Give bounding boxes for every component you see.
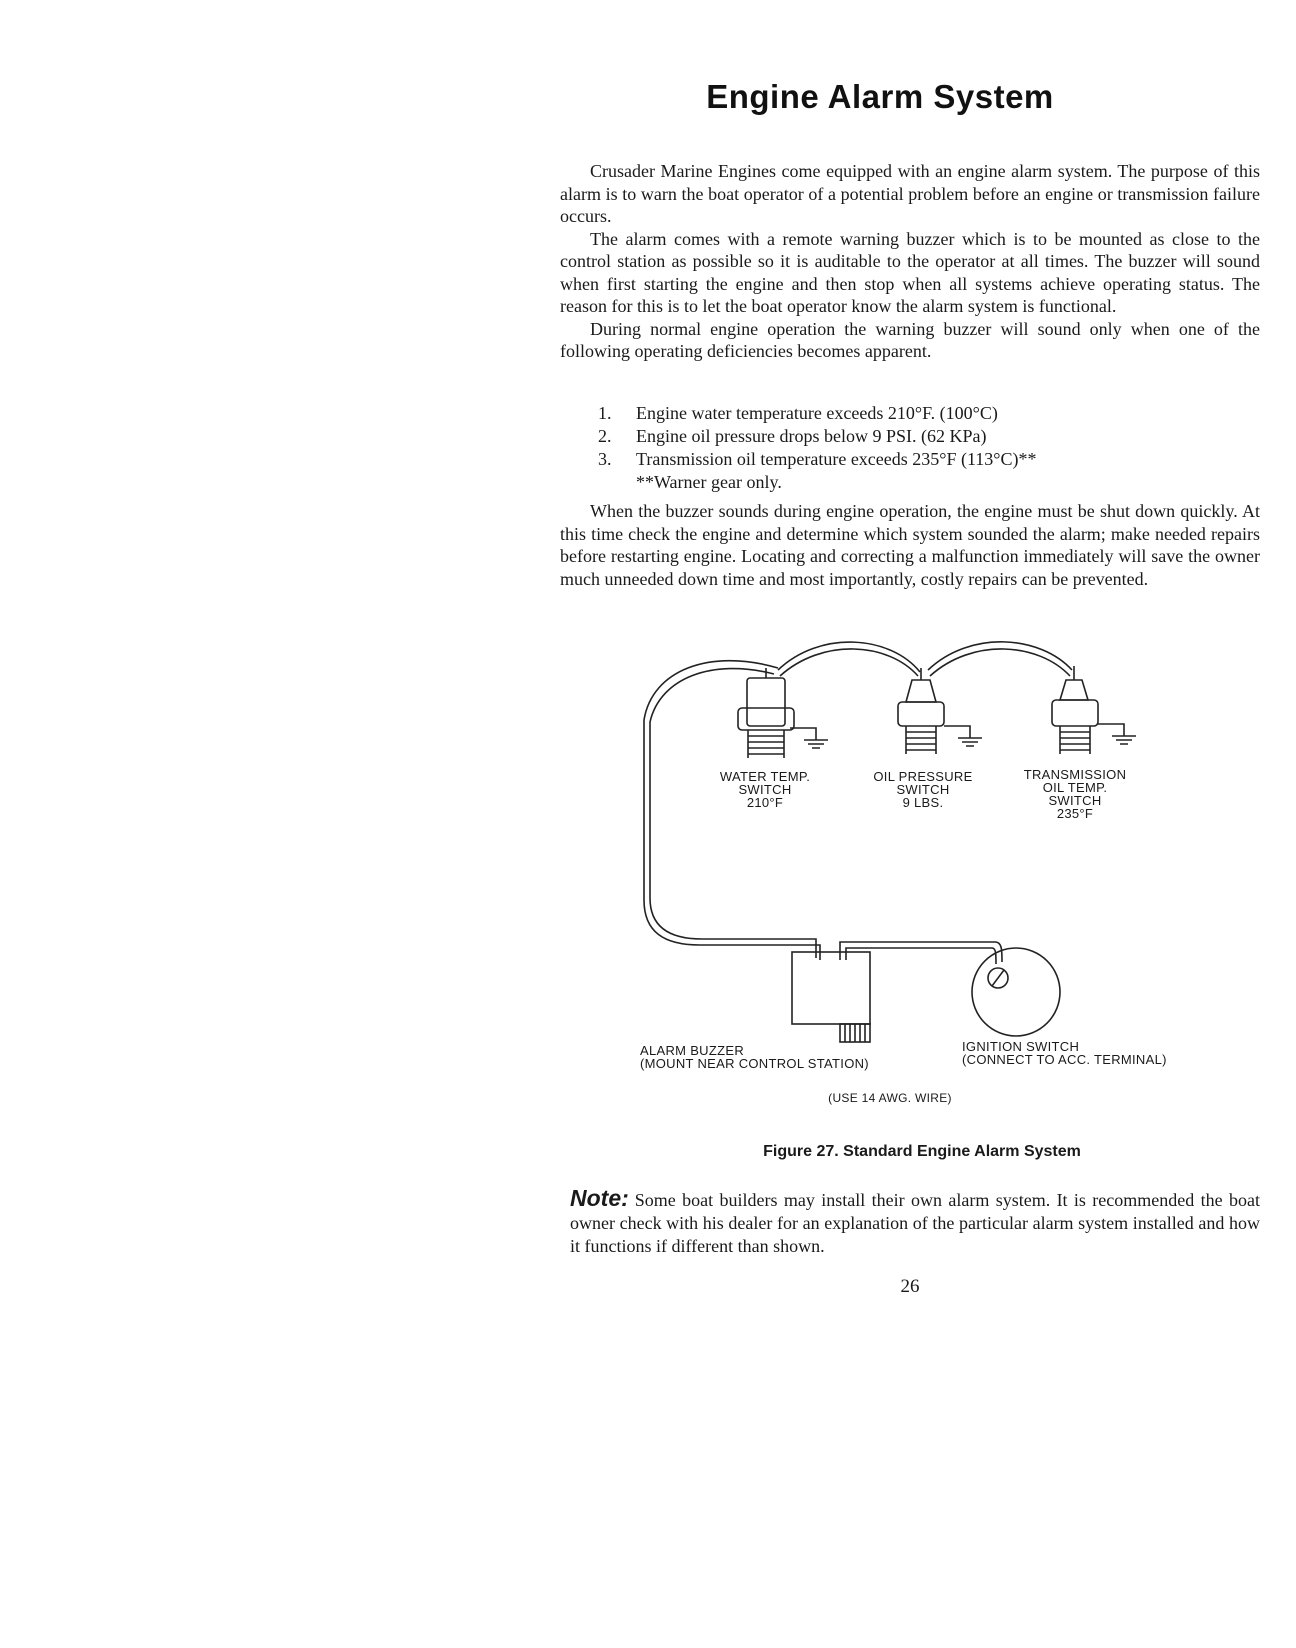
wire-gauge-note: (USE 14 AWG. WIRE) <box>828 1091 952 1105</box>
list-text: Engine water temperature exceeds 210°F. (100°C) <box>636 403 998 423</box>
figure-caption: Figure 27. Standard Engine Alarm System <box>763 1143 1081 1160</box>
water-temp-label: WATER TEMP. SWITCH 210°F <box>719 769 811 810</box>
paragraph-2: The alarm comes with a remote warning buzzer which is to be mounted as close to the control station as possible so it is auditable to the operator at all times. The buzzer will sound when first starting the engine and then stop when all systems achieve operating status. The reason for this is to let the boat operator know the alarm system is functional. <box>560 228 1260 316</box>
alarm-wiring-diagram <box>640 640 1200 1140</box>
page-number: 26 <box>900 1276 920 1297</box>
oil-pressure-label: OIL PRESSURE SWITCH 9 LBS. <box>873 769 973 810</box>
note-label: Note: <box>570 1185 629 1211</box>
deficiency-list <box>598 402 1218 494</box>
list-number: 1. <box>598 403 612 423</box>
list-text: Engine oil pressure drops below 9 PSI. (62 KPa) <box>636 426 987 446</box>
note-text: Some boat builders may install their own alarm system. It is recommended the boat owner check with his dealer for an explanation of the particular alarm system installed and how it functions if different than shown. <box>570 1190 1260 1256</box>
transmission-label: TRANSMISSION OIL TEMP. SWITCH 235°F <box>1023 767 1127 821</box>
ignition-switch-icon <box>972 948 1060 1036</box>
oil-pressure-switch-icon <box>898 668 982 754</box>
page-title: Engine Alarm System <box>706 78 1054 115</box>
wire-arc-1 <box>778 642 920 672</box>
wire-arc-2 <box>928 642 1072 670</box>
note-block <box>570 1187 1260 1258</box>
list-footnote: **Warner gear only. <box>636 472 782 492</box>
paragraph-4: When the buzzer sounds during engine operation, the engine must be shut down quickly. At this time check the engine and determine which system sounded the alarm; make needed repairs before restarting engine. Locating and correcting a malfunction immediately will save the owner much unneeded down time and most importantly, costly repairs can be prevented. <box>560 501 1260 589</box>
list-number: 2. <box>598 426 612 446</box>
alarm-buzzer-label: ALARM BUZZER (MOUNT NEAR CONTROL STATION) <box>640 1043 869 1071</box>
main-wire-inner <box>650 669 816 958</box>
main-wire <box>644 661 820 960</box>
list-number: 3. <box>598 449 612 469</box>
ignition-switch-label: IGNITION SWITCH (CONNECT TO ACC. TERMINAL) <box>962 1039 1167 1067</box>
paragraph-1: Crusader Marine Engines come equipped with an engine alarm system. The purpose of this alarm is to warn the boat operator of a potential problem before an engine or transmission failure occurs. <box>560 161 1260 226</box>
list-item <box>598 448 1218 471</box>
list-item <box>598 402 1218 425</box>
shutdown-text <box>560 500 1260 590</box>
transmission-switch-icon <box>1052 666 1136 754</box>
water-temp-switch-icon <box>738 668 828 758</box>
list-text: Transmission oil temperature exceeds 235°F (113°C)** <box>636 449 1037 469</box>
intro-text <box>560 160 1260 363</box>
paragraph-3: During normal engine operation the warning buzzer will sound only when one of the following operating deficiencies becomes apparent. <box>560 318 1260 361</box>
list-item <box>598 425 1218 448</box>
alarm-buzzer-icon <box>792 952 870 1042</box>
ignition-wire-b <box>846 948 996 964</box>
